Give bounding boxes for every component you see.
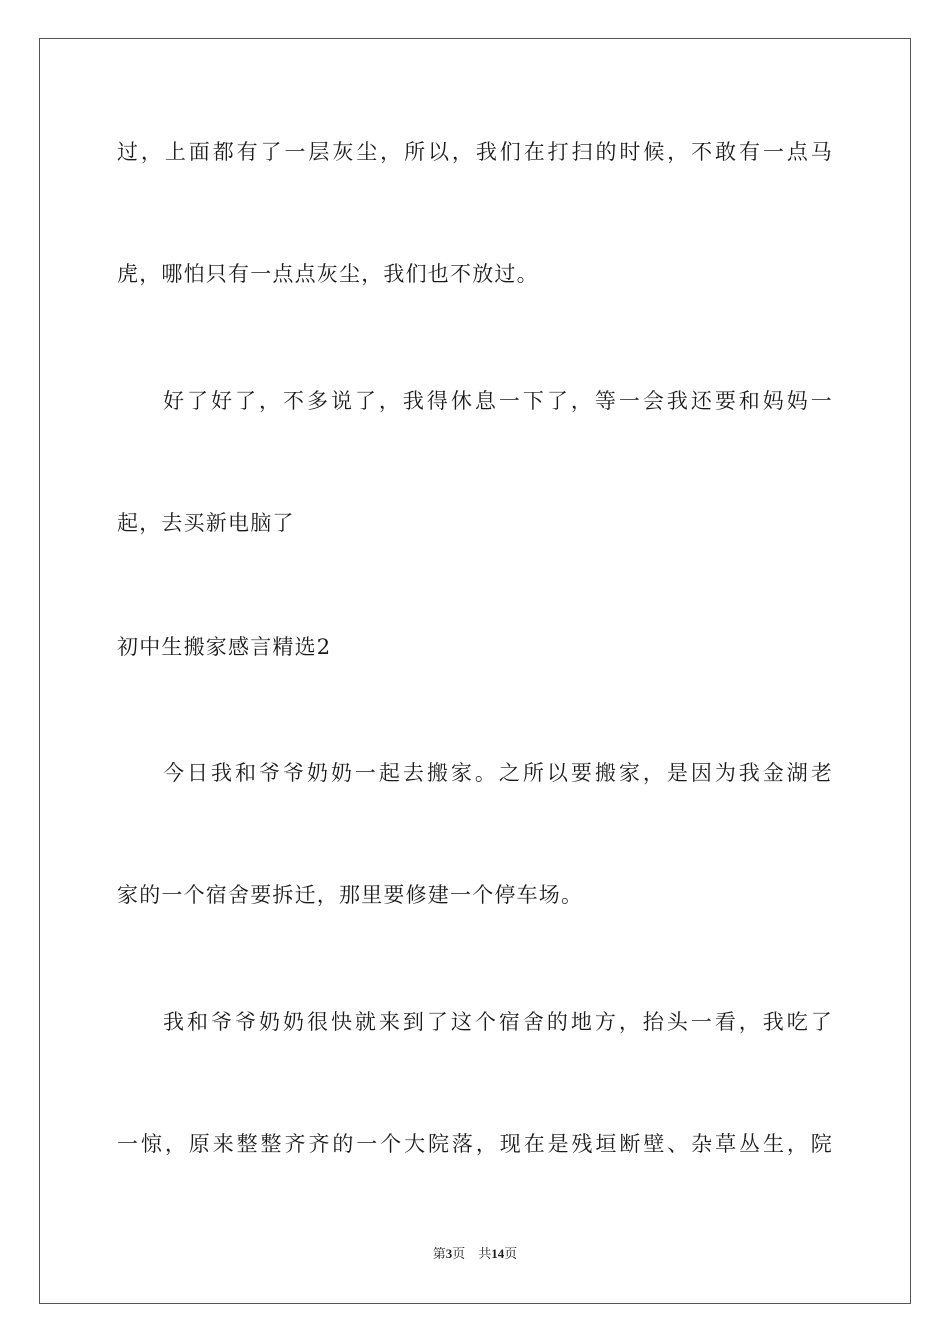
text-line-8: 我和爷爷奶奶很快就来到了这个宿舍的地方，抬头一看，我吃了 (163, 1010, 833, 1034)
text-line-3: 好了好了，不多说了，我得休息一下了，等一会我还要和妈妈一 (163, 389, 833, 413)
text-line-6: 今日我和爷爷奶奶一起去搬家。之所以要搬家，是因为我金湖老 (163, 761, 833, 785)
text-line-1: 过，上面都有了一层灰尘，所以，我们在打扫的时候，不敢有一点马 (117, 140, 833, 164)
section-heading: 初中生搬家感言精选2 (117, 635, 332, 659)
text-line-2: 虎，哪怕只有一点点灰尘，我们也不放过。 (117, 262, 539, 286)
page-border (39, 38, 911, 1304)
text-line-7: 家的一个宿舍要拆迁，那里要修建一个停车场。 (117, 883, 584, 907)
text-line-4: 起，去买新电脑了 (117, 511, 295, 535)
page-footer (0, 1245, 950, 1263)
footer-prefix: 第 (432, 1246, 446, 1261)
footer-suffix: 页 (504, 1246, 518, 1261)
footer-page-number: 3 (445, 1246, 453, 1261)
text-line-9: 一惊，原来整整齐齐的一个大院落，现在是残垣断壁、杂草丛生，院 (117, 1132, 833, 1156)
footer-middle: 页 共 (452, 1246, 492, 1261)
footer-total-pages: 14 (491, 1246, 505, 1261)
